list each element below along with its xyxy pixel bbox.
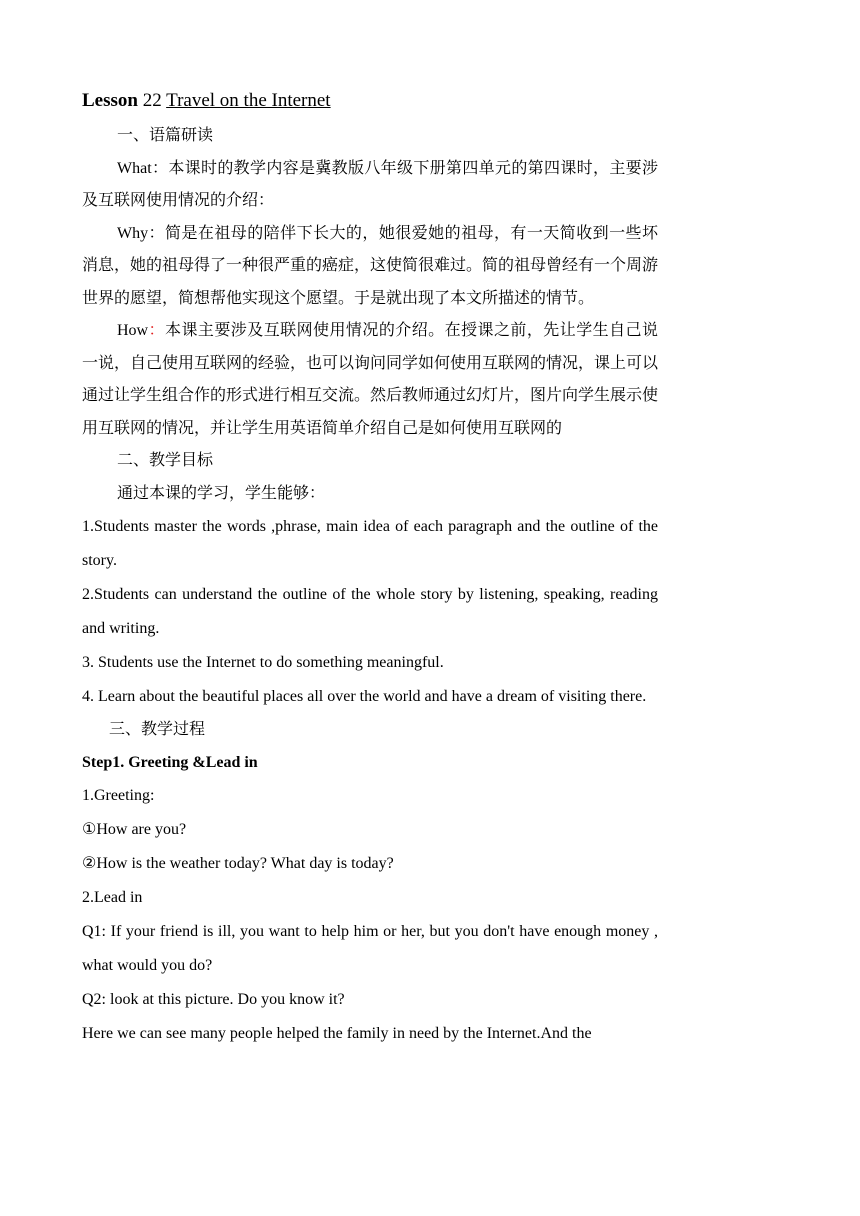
lesson-title <box>82 88 658 114</box>
lead-in-label: 2.Lead in <box>82 888 143 906</box>
goal-item-1: 1.Students master the words ,phrase, main idea of each paragraph and the outline of the story. <box>82 518 658 569</box>
how-label: How <box>117 322 149 339</box>
what-paragraph: What：本课时的教学内容是冀教版八年级下册第四单元的第四课时，主要涉及互联网使用情况的介绍： <box>82 159 658 209</box>
goals-intro: 通过本课的学习，学生能够： <box>117 484 326 502</box>
section1-heading: 一、语篇研读 <box>117 127 214 144</box>
greeting-label: 1.Greeting: <box>82 786 155 804</box>
how-text: 本课主要涉及互联网使用情况的介绍。在授课之前，先让学生自己说一说，自己使用互联网的经验，也可以询问同学如何使用互联网的情况，课上可以通过让学生组合作的形式进行相互交流。然后教师通过幻灯片，图片向学生展示使用互联网的情况，并让学生用英语简单介绍自己是如何使用互联网的 <box>82 322 659 437</box>
goal-item-3: 3. Students use the Internet to do something meaningful. <box>82 654 444 671</box>
greeting-item-2: ②How is the weather today? What day is today? <box>82 854 394 872</box>
greeting-item-1: ①How are you? <box>82 820 187 838</box>
lesson-topic: Travel on the Internet <box>166 90 331 111</box>
section2-heading: 二、教学目标 <box>117 452 214 469</box>
goal-item-4: 4. Learn about the beautiful places all over the world and have a dream of visiting there. <box>82 688 647 705</box>
document-page <box>82 88 658 1051</box>
question-1: Q1: If your friend is ill, you want to help him or her, but you don't have enough money , what would you do? <box>82 922 658 974</box>
how-colon: ： <box>148 322 166 339</box>
lead-in-paragraph: Here we can see many people helped the family in need by the Internet.And the <box>82 1024 592 1042</box>
goal-item-2: 2.Students can understand the outline of the whole story by listening, speaking, reading and writing. <box>82 586 658 637</box>
how-paragraph <box>82 315 658 445</box>
lesson-number: 22 <box>142 90 162 111</box>
step1-heading: Step1. Greeting &Lead in <box>82 753 258 771</box>
why-paragraph: Why：简是在祖母的陪伴下长大的，她很爱她的祖母，有一天简收到一些坏消息，她的祖母得了一种很严重的癌症，这使简很难过。简的祖母曾经有一个周游世界的愿望，简想帮他实现这个愿望。于是就出现了本文所描述的情节。 <box>82 224 659 307</box>
section3-heading: 三、教学过程 <box>109 721 206 738</box>
question-2: Q2: look at this picture. Do you know it? <box>82 990 345 1008</box>
lesson-label: Lesson <box>82 90 138 111</box>
